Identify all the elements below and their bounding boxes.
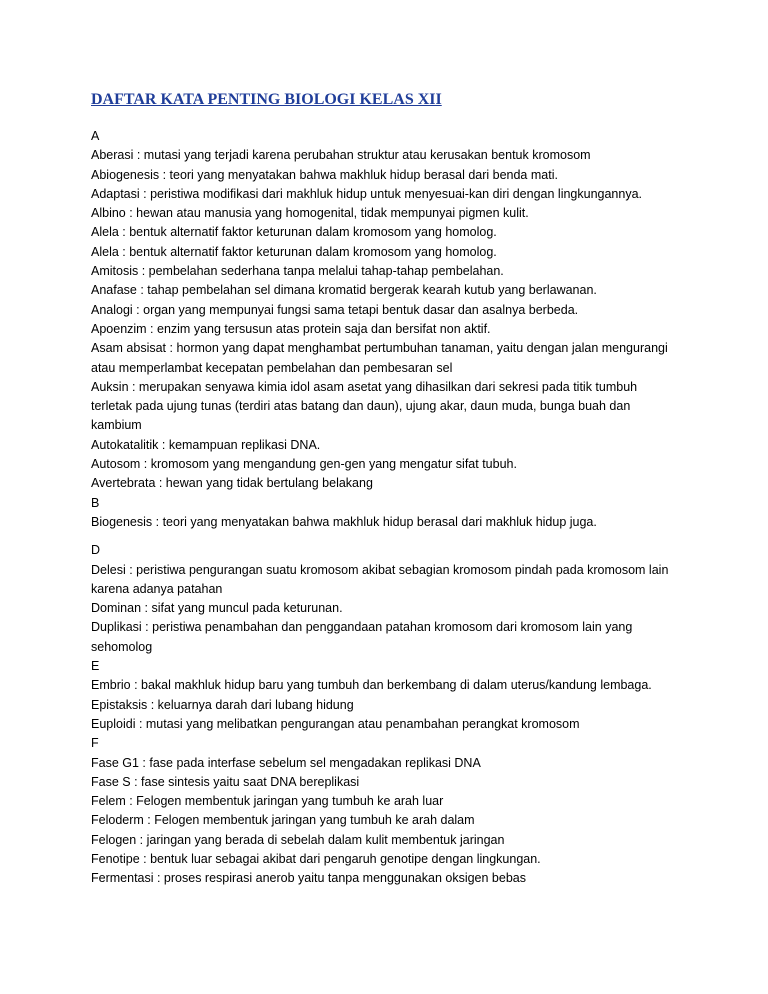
glossary-entry: Fase G1 : fase pada interfase sebelum sel mengadakan replikasi DNA <box>91 755 481 770</box>
section-letter-a: A <box>91 129 100 143</box>
glossary-entry-continued: terletak pada ujung tunas (terdiri atas batang dan daun), ujung akar, daun muda, bunga buah dan <box>91 399 631 414</box>
glossary-entry: Asam absisat : hormon yang dapat menghambat pertumbuhan tanaman, yaitu dengan jalan mengurangi <box>91 341 668 356</box>
glossary-entry: Anafase : tahap pembelahan sel dimana kromatid bergerak kearah kutub yang berlawanan. <box>91 283 597 298</box>
glossary-entry: Feloderm : Felogen membentuk jaringan yang tumbuh ke arah dalam <box>91 813 475 828</box>
glossary-entry: Felem : Felogen membentuk jaringan yang tumbuh ke arah luar <box>91 794 444 809</box>
glossary-entry: Felogen : jaringan yang berada di sebelah dalam kulit membentuk jaringan <box>91 832 505 847</box>
glossary-entry: Auksin : merupakan senyawa kimia idol asam asetat yang dihasilkan dari sekresi pada titik tumbuh <box>91 379 638 394</box>
glossary-entry: Albino : hewan atau manusia yang homogenital, tidak mempunyai pigmen kulit. <box>91 206 529 221</box>
glossary-entry: Biogenesis : teori yang menyatakan bahwa makhluk hidup berasal dari makhluk hidup juga. <box>91 514 597 529</box>
section-letter-e: E <box>91 659 100 674</box>
glossary-entry: Avertebrata : hewan yang tidak bertulang belakang <box>91 476 373 491</box>
glossary-entry: Epistaksis : keluarnya darah dari lubang hidung <box>91 697 354 712</box>
glossary-entry: Fermentasi : proses respirasi anerob yaitu tanpa menggunakan oksigen bebas <box>91 871 526 886</box>
document-title: DAFTAR KATA PENTING BIOLOGI KELAS XII <box>91 91 442 108</box>
glossary-entry: Autokatalitik : kemampuan replikasi DNA. <box>91 437 321 452</box>
glossary-entry: Delesi : peristiwa pengurangan suatu kromosom akibat sebagian kromosom pindah pada kromosom lain <box>91 562 669 577</box>
glossary-entry: Adaptasi : peristiwa modifikasi dari makhluk hidup untuk menyesuai-kan diri dengan lingkungannya. <box>91 186 643 201</box>
glossary-entry: Alela : bentuk alternatif faktor keturunan dalam kromosom yang homolog. <box>91 244 497 259</box>
glossary-entry: Autosom : kromosom yang mengandung gen-gen yang mengatur sifat tubuh. <box>91 457 517 472</box>
paragraph-gap <box>91 532 691 541</box>
glossary-entry-continued: atau memperlambat kecepatan pembelahan dan pembesaran sel <box>91 360 453 375</box>
glossary-entry: Abiogenesis : teori yang menyatakan bahwa makhluk hidup berasal dari benda mati. <box>91 167 558 182</box>
glossary-entry-continued: karena adanya patahan <box>91 581 223 596</box>
glossary-entry: Embrio : bakal makhluk hidup baru yang tumbuh dan berkembang di dalam uterus/kandung lembaga. <box>91 678 652 693</box>
glossary-entry-continued: sehomolog <box>91 639 153 654</box>
glossary-entry: Amitosis : pembelahan sederhana tanpa melalui tahap-tahap pembelahan. <box>91 264 504 279</box>
glossary-entry: Euploidi : mutasi yang melibatkan pengurangan atau penambahan perangkat kromosom <box>91 716 580 731</box>
glossary-entry: Duplikasi : peristiwa penambahan dan penggandaan patahan kromosom dari kromosom lain yang <box>91 620 633 635</box>
glossary-entry: Apoenzim : enzim yang tersusun atas protein saja dan bersifat non aktif. <box>91 321 491 336</box>
glossary-entry: Fase S : fase sintesis yaitu saat DNA bereplikasi <box>91 774 360 789</box>
glossary-entry: Aberasi : mutasi yang terjadi karena perubahan struktur atau kerusakan bentuk kromosom <box>91 148 591 163</box>
glossary-entry: Fenotipe : bentuk luar sebagai akibat dari pengaruh genotipe dengan lingkungan. <box>91 851 541 866</box>
glossary-entry-continued: kambium <box>91 418 142 433</box>
glossary-entry: Alela : bentuk alternatif faktor keturunan dalam kromosom yang homolog. <box>91 225 497 240</box>
section-letter-b: B <box>91 495 100 510</box>
section-letter-d: D <box>91 543 101 558</box>
section-letter-f: F <box>91 736 99 751</box>
glossary-entry: Analogi : organ yang mempunyai fungsi sama tetapi bentuk dasar dan asalnya berbeda. <box>91 302 579 317</box>
glossary-entry: Dominan : sifat yang muncul pada keturunan. <box>91 601 343 616</box>
glossary-body <box>91 127 691 889</box>
